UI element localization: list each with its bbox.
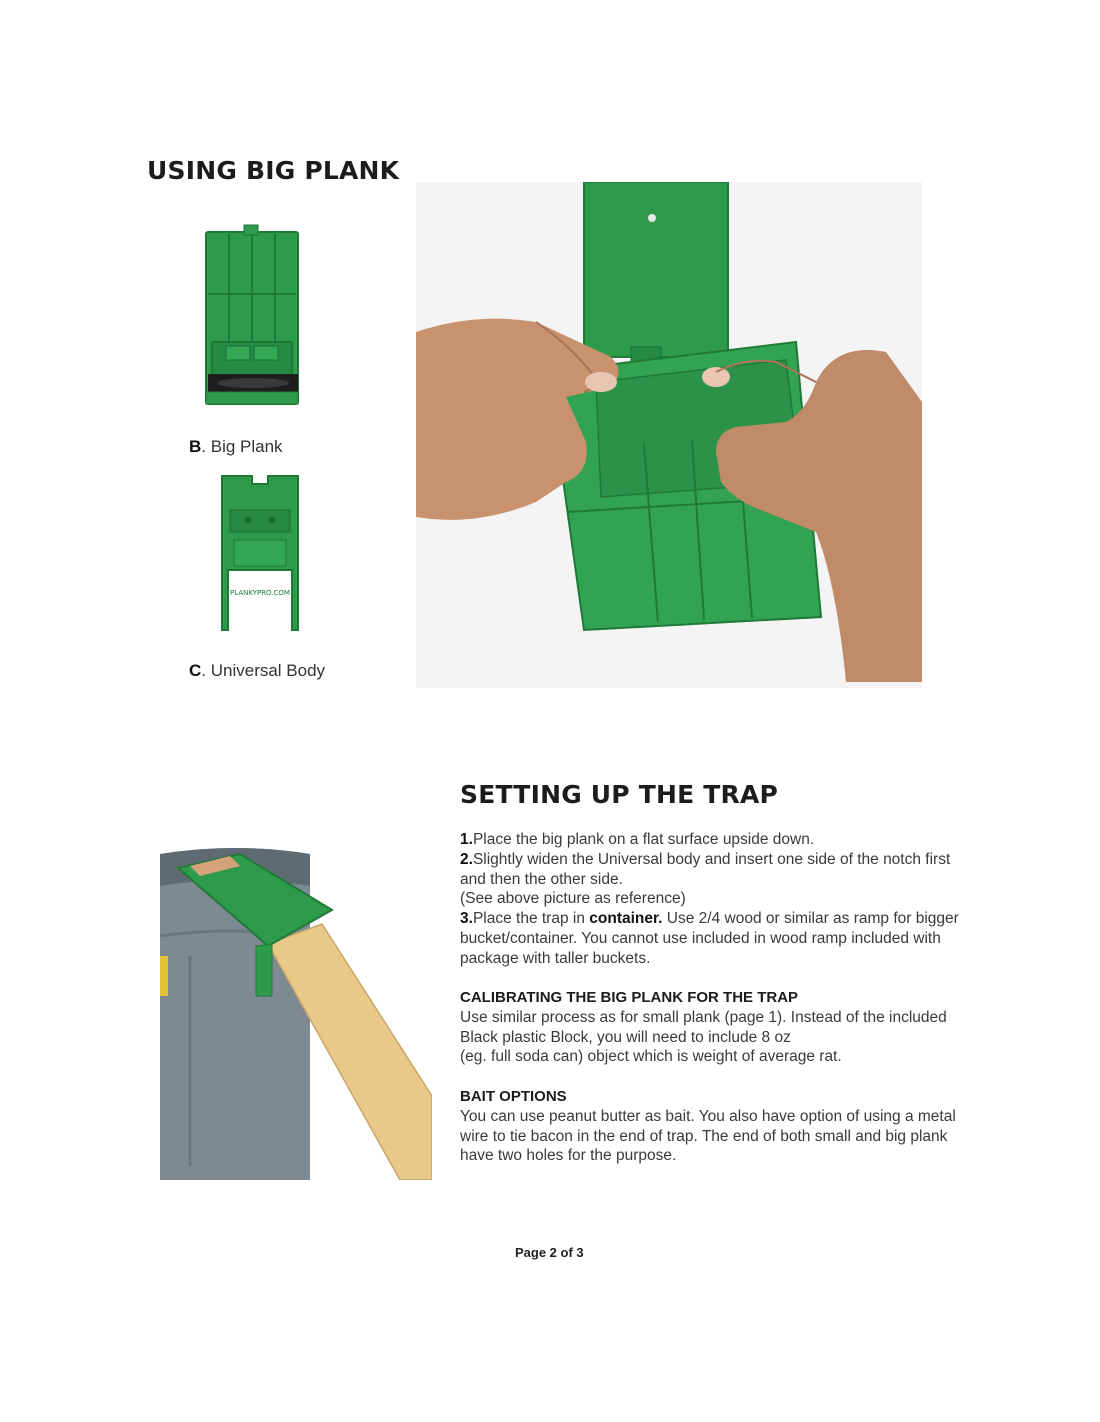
calibrating-title: CALIBRATING THE BIG PLANK FOR THE TRAP xyxy=(460,989,799,1006)
caption-universal-body xyxy=(189,661,325,681)
step-text-after: Use 2/4 wood or similar as ramp for bigger bucket/container. You cannot use included in wood ramp included with package with taller buckets. xyxy=(460,910,959,967)
universal-body-image xyxy=(212,470,308,634)
bait-text: You can use peanut butter as bait. You also have option of using a metal wire to tie bacon in the end of trap. The end of both small and big plank have two holes for the purpose. xyxy=(460,1107,956,1165)
caption-big-plank xyxy=(189,437,283,457)
caption-letter-c: C xyxy=(189,661,202,680)
big-plank-image xyxy=(198,222,308,408)
assembly-photo xyxy=(416,182,922,688)
bucket-photo xyxy=(160,846,432,1180)
step-text: (See above picture as reference) xyxy=(460,890,686,908)
calibrating-section xyxy=(460,988,960,1067)
step-text: Place the trap in xyxy=(472,910,590,928)
step-number: 1. xyxy=(460,831,473,848)
bait-title: BAIT OPTIONS xyxy=(460,1088,567,1105)
caption-text-b: . Big Plank xyxy=(201,437,283,456)
caption-text-c: . Universal Body xyxy=(201,661,326,680)
step-text: Slightly widen the Universal body and insert one side of the notch first and then the other side. xyxy=(460,850,951,888)
step-number: 2. xyxy=(460,850,473,868)
calibrating-line-1: Use similar process as for small plank (page 1). Instead of the included Black plastic Block, you will need to include 8 oz xyxy=(460,1008,947,1046)
step-note xyxy=(460,889,960,909)
section-title-setting-up: SETTING UP THE TRAP xyxy=(460,780,779,809)
bait-section xyxy=(460,1087,960,1166)
step-bold: container. xyxy=(589,910,663,928)
calibrating-line-2: (eg. full soda can) object which is weight of average rat. xyxy=(460,1048,842,1066)
step-2 xyxy=(460,850,960,890)
step-number: 3. xyxy=(460,910,473,928)
page-number: Page 2 of 3 xyxy=(515,1245,584,1260)
step-3 xyxy=(460,909,960,968)
svg-text:PLANKYPRO.COM: PLANKYPRO.COM xyxy=(230,589,290,597)
section-title-using-big-plank: USING BIG PLANK xyxy=(147,156,400,185)
step-text: Place the big plank on a flat surface upside down. xyxy=(472,831,815,848)
step-1 xyxy=(460,830,960,850)
caption-letter-b: B xyxy=(189,437,202,456)
setup-steps xyxy=(460,830,960,969)
